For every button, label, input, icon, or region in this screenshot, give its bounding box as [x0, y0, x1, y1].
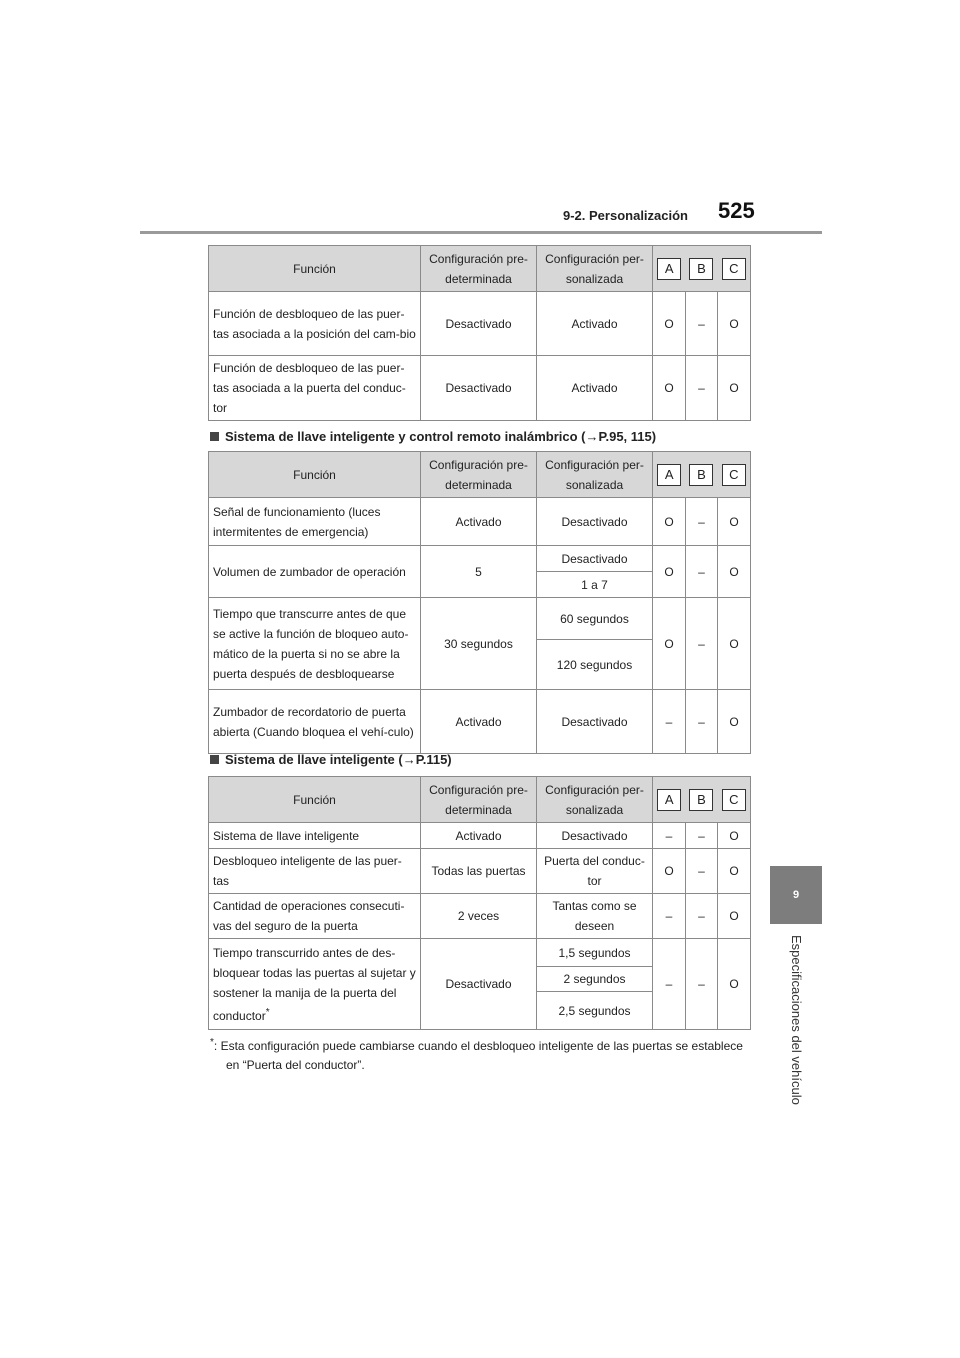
square-bullet-icon	[210, 755, 219, 764]
col-funcion: Función	[209, 452, 421, 498]
chapter-tab: 9	[770, 866, 822, 924]
chapter-label: Especificaciones del vehículo	[789, 935, 804, 1105]
cell-a: O	[653, 849, 686, 894]
page-number: 525	[718, 198, 755, 223]
cell-b: –	[686, 292, 718, 356]
cell-a: –	[653, 690, 686, 754]
cell-per: 60 segundos	[537, 598, 653, 640]
cell-funcion: Tiempo que transcurre antes de que se active la función de bloqueo auto-mático de la puerta si no se abre la puerta después de desbloquearse	[209, 598, 421, 690]
footnote-ref: *	[265, 1006, 270, 1018]
cell-pre: Desactivado	[421, 939, 537, 1030]
cell-c: O	[718, 598, 751, 690]
cell-per: 2 segundos	[537, 967, 653, 992]
section-title-smart-key-remote	[210, 429, 656, 444]
table-header-row	[209, 452, 751, 498]
cell-per: Activado	[537, 356, 653, 421]
cell-pre: Desactivado	[421, 356, 537, 421]
cell-pre: Activado	[421, 690, 537, 754]
cell-a: –	[653, 939, 686, 1030]
customization-table-smart-key-remote	[208, 451, 751, 754]
table-row	[209, 498, 751, 546]
table-header-row	[209, 777, 751, 823]
cell-c: O	[718, 292, 751, 356]
cell-c: O	[718, 498, 751, 546]
cell-pre: Desactivado	[421, 292, 537, 356]
table-row	[209, 356, 751, 421]
col-b-box: B	[689, 464, 713, 486]
cell-funcion: Sistema de llave inteligente	[209, 823, 421, 849]
cell-c: O	[718, 356, 751, 421]
cell-b: –	[686, 690, 718, 754]
col-abc	[653, 246, 751, 292]
table-row	[209, 598, 751, 640]
cell-c: O	[718, 546, 751, 598]
cell-b: –	[686, 356, 718, 421]
table-row	[209, 546, 751, 572]
col-c-box: C	[722, 464, 746, 486]
cell-per: 1 a 7	[537, 572, 653, 598]
col-b-box: B	[689, 789, 713, 811]
cell-c: O	[718, 939, 751, 1030]
col-b-box: B	[689, 258, 713, 280]
cell-c: O	[718, 690, 751, 754]
cell-per: Activado	[537, 292, 653, 356]
cell-per: Puerta del conduc-tor	[537, 849, 653, 894]
cell-c: O	[718, 823, 751, 849]
col-predeterminada: Configuración pre-determinada	[421, 452, 537, 498]
cell-funcion-text: Tiempo transcurrido antes de des-bloquear todas las puertas al sujetar y sostener la manija de la puerta del conductor	[213, 945, 416, 1023]
cell-funcion: Función de desbloqueo de las puer-tas asociada a la posición del cam-bio	[209, 292, 421, 356]
table-row	[209, 292, 751, 356]
cell-per: 120 segundos	[537, 640, 653, 690]
cell-funcion: Zumbador de recordatorio de puerta abierta (Cuando bloquea el vehí-culo)	[209, 690, 421, 754]
customization-table-smart-key	[208, 776, 751, 1030]
cell-a: –	[653, 894, 686, 939]
table-row	[209, 849, 751, 894]
section-title-smart-key	[210, 752, 452, 767]
cell-per: Desactivado	[537, 498, 653, 546]
cell-funcion: Volumen de zumbador de operación	[209, 546, 421, 598]
table-header-row	[209, 246, 751, 292]
col-personalizada: Configuración per-sonalizada	[537, 246, 653, 292]
cell-a: O	[653, 546, 686, 598]
cell-a: O	[653, 498, 686, 546]
cell-a: O	[653, 356, 686, 421]
cell-funcion: Desbloqueo inteligente de las puer-tas	[209, 849, 421, 894]
running-header-section: 9-2. Personalización	[563, 208, 688, 223]
col-funcion: Función	[209, 246, 421, 292]
cell-per: Desactivado	[537, 546, 653, 572]
footnote-mark: *	[210, 1037, 214, 1048]
table-row	[209, 894, 751, 939]
cell-funcion	[209, 939, 421, 1030]
header-rule	[140, 231, 822, 234]
footnote-text: : Esta configuración puede cambiarse cuando el desbloqueo inteligente de las puertas se establece en “Puerta del conductor”.	[213, 1039, 743, 1072]
cell-funcion: Función de desbloqueo de las puer-tas asociada a la puerta del conduc-tor	[209, 356, 421, 421]
cell-per: 1,5 segundos	[537, 939, 653, 967]
cell-funcion: Señal de funcionamiento (luces intermitentes de emergencia)	[209, 498, 421, 546]
cell-per: Tantas como se deseen	[537, 894, 653, 939]
cell-a: O	[653, 598, 686, 690]
col-c-box: C	[722, 258, 746, 280]
cell-pre: Todas las puertas	[421, 849, 537, 894]
cell-pre: Activado	[421, 498, 537, 546]
col-c-box: C	[722, 789, 746, 811]
cell-funcion: Cantidad de operaciones consecuti-vas del seguro de la puerta	[209, 894, 421, 939]
col-a-box: A	[657, 258, 681, 280]
cell-a: O	[653, 292, 686, 356]
cell-pre: 2 veces	[421, 894, 537, 939]
cell-pre: Activado	[421, 823, 537, 849]
col-funcion: Función	[209, 777, 421, 823]
cell-per: 2,5 segundos	[537, 992, 653, 1030]
col-abc	[653, 777, 751, 823]
section-title-text: Sistema de llave inteligente (→P.115)	[225, 752, 452, 767]
cell-per: Desactivado	[537, 690, 653, 754]
cell-b: –	[686, 498, 718, 546]
col-predeterminada: Configuración pre-determinada	[421, 777, 537, 823]
table-row	[209, 823, 751, 849]
col-personalizada: Configuración per-sonalizada	[537, 452, 653, 498]
cell-b: –	[686, 849, 718, 894]
customization-table-doors	[208, 245, 751, 421]
cell-a: –	[653, 823, 686, 849]
section-title-text: Sistema de llave inteligente y control remoto inalámbrico (→P.95, 115)	[225, 429, 657, 444]
cell-b: –	[686, 894, 718, 939]
table-row	[209, 939, 751, 967]
cell-c: O	[718, 894, 751, 939]
cell-b: –	[686, 823, 718, 849]
cell-pre: 5	[421, 546, 537, 598]
footnote	[210, 1033, 750, 1075]
cell-per: Desactivado	[537, 823, 653, 849]
col-a-box: A	[657, 464, 681, 486]
square-bullet-icon	[210, 432, 219, 441]
cell-b: –	[686, 598, 718, 690]
col-personalizada: Configuración per-sonalizada	[537, 777, 653, 823]
cell-b: –	[686, 939, 718, 1030]
cell-pre: 30 segundos	[421, 598, 537, 690]
cell-b: –	[686, 546, 718, 598]
col-a-box: A	[657, 789, 681, 811]
cell-c: O	[718, 849, 751, 894]
col-predeterminada: Configuración pre-determinada	[421, 246, 537, 292]
table-row	[209, 690, 751, 754]
col-abc	[653, 452, 751, 498]
